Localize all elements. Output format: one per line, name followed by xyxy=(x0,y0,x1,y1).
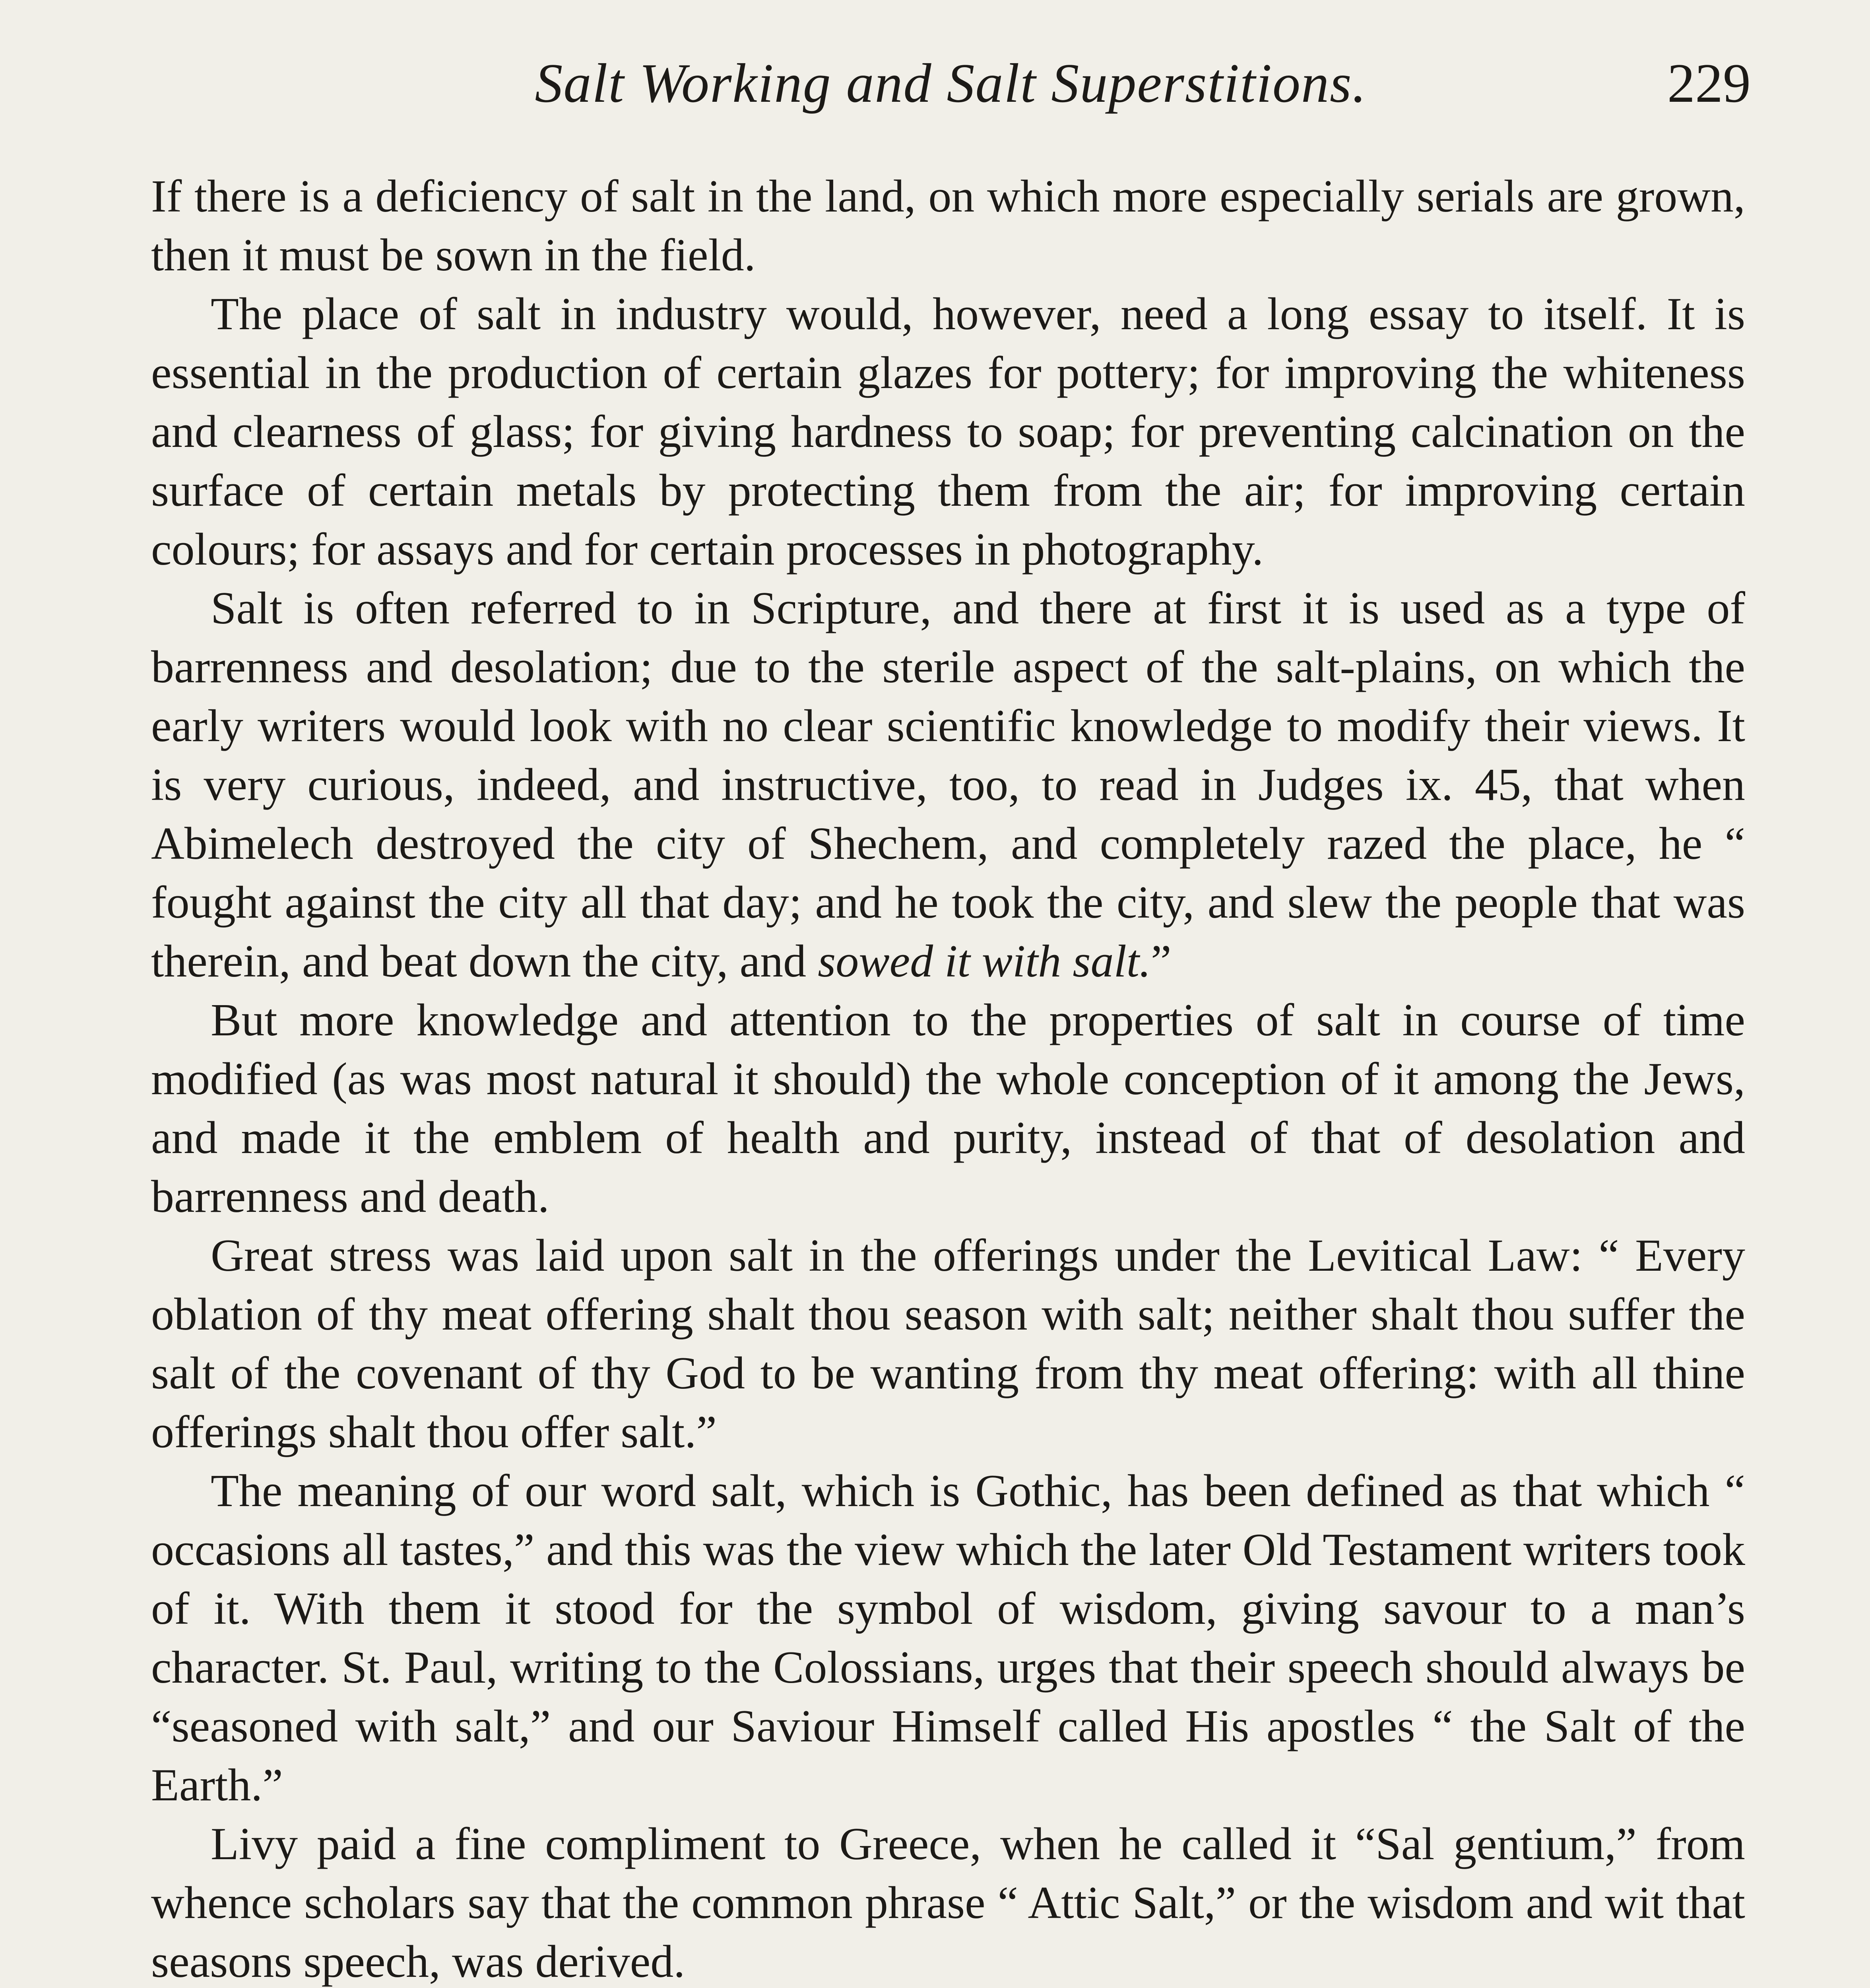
paragraph-text: If there is a deficiency of salt in the land, on which more especially serials are grown, then it must be sown in the field. xyxy=(151,171,1745,281)
paragraph-6 xyxy=(151,1462,1745,1815)
paragraph-4 xyxy=(151,991,1745,1226)
paragraph-3 xyxy=(151,579,1745,991)
paragraph-2 xyxy=(151,285,1745,579)
body-text xyxy=(151,167,1745,1988)
paragraph-text: The meaning of our word salt, which is Gothic, has been defined as that which “ occasions all tastes,” and this was the view which the later Old Testament writers took of it. With them it stood for the symbol of wisdom, giving savour to a man’s character. St. Paul, writing to the Colossians, urges that their speech should always be “seasoned with salt,” and our Saviour Himself called His apostles “ the Salt of the Earth.” xyxy=(151,1466,1745,1811)
paragraph-text: Salt is often referred to in Scripture, and there at first it is used as a type of barrenness and desolation; due to the sterile aspect of the salt-plains, on which the early writers would look with no clear scientific knowledge to modify their views. It is very curious, indeed, and instructive, too, to read in Judges ix. 45, that when Abimelech destroyed the city of Shechem, and completely razed the place, he “ fought against the city all that day; and he took the city, and slew the people that was therein, and beat down the city, and xyxy=(151,583,1745,987)
page-number: 229 xyxy=(1667,52,1751,114)
paragraph-text: Great stress was laid upon salt in the offerings under the Levitical Law: “ Every oblation of thy meat offering shalt thou season with salt; neither shalt thou suffer the salt of the covenant of thy God to be wanting from thy meat offering: with all thine offerings shalt thou offer salt.” xyxy=(151,1230,1745,1458)
paragraph-text: But more knowledge and attention to the properties of salt in course of time modified (as was most natural it should) the whole conception of it among the Jews, and made it the emblem of health and purity, instead of that of desolation and barrenness and death. xyxy=(151,995,1745,1222)
paragraph-5 xyxy=(151,1226,1745,1462)
paragraph-1 xyxy=(151,167,1745,285)
running-title: Salt Working and Salt Superstitions. xyxy=(535,52,1367,114)
paragraph-text: The place of salt in industry would, however, need a long essay to itself. It is essential in the production of certain glazes for pottery; for improving the whiteness and clearness of glass; for giving hardness to soap; for preventing calcination on the surface of certain metals by protecting them from the air; for improving certain colours; for assays and for certain processes in photography. xyxy=(151,289,1745,575)
closing-quote: ” xyxy=(1151,936,1172,987)
paragraph-text: Livy paid a fine compliment to Greece, when he called it “Sal gentium,” from whence scholars say that the common phrase “ Attic Salt,” or the wisdom and wit that seasons speech, was derived. xyxy=(151,1819,1745,1987)
paragraph-7 xyxy=(151,1815,1745,1988)
emphasis-text: sowed it with salt. xyxy=(818,936,1151,987)
running-header xyxy=(151,44,1751,123)
